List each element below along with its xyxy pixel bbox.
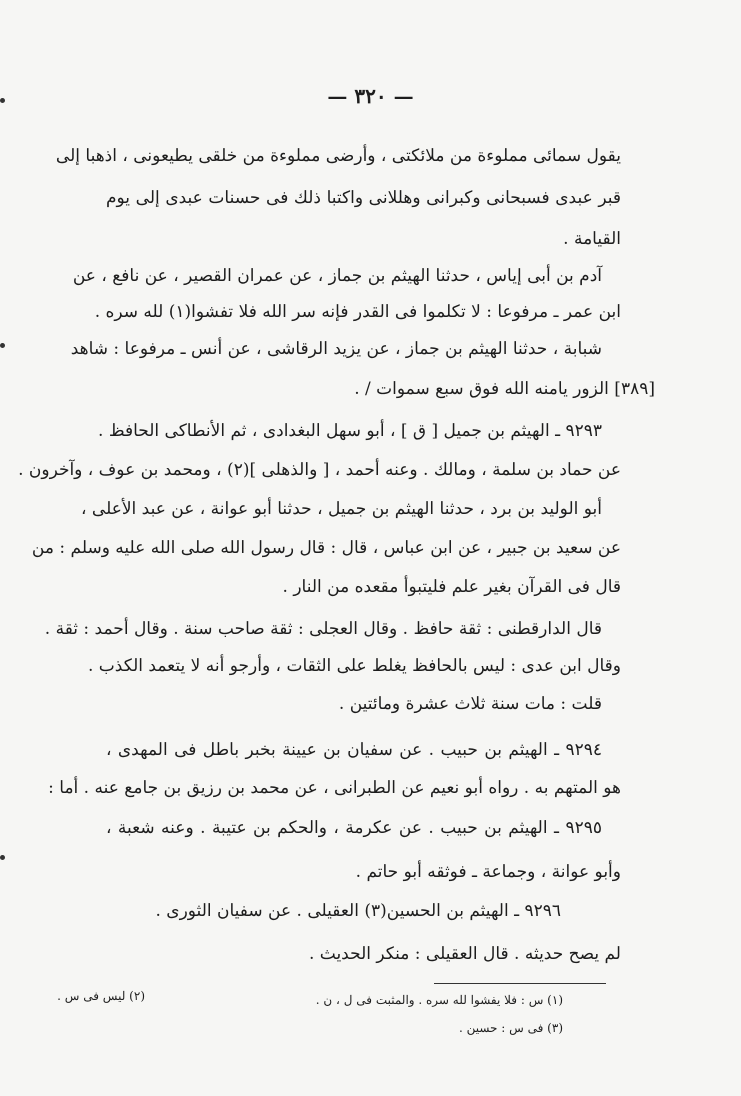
- text-line: هو المتهم به . رواه أبو نعيم عن الطبرانى ، عن محمد بن رزيق بن جامع عنه . أما :: [48, 778, 621, 798]
- entry-heading: ٩٢٩٥ ـ الهيثم بن حبيب . عن عكرمة ، والحكم بن عتيبة . وعنه شعبة ،: [106, 818, 602, 838]
- text-line: يقول سمائى مملوءة من ملائكتى ، وأرضى مملوءة من خلقى يطيعونى ، اذهبا إلى: [55, 146, 621, 166]
- entry-heading: ٩٢٩٦ ـ الهيثم بن الحسين(٣) العقيلى . عن سفيان الثورى .: [155, 901, 561, 921]
- text-line: شبابة ، حدثنا الهيثم بن جماز ، عن يزيد الرقاشى ، عن أنس ـ مرفوعا : شاهد: [70, 339, 602, 359]
- text-line: قال فى القرآن بغير علم فليتبوأ مقعده من النار .: [282, 577, 621, 597]
- page-number: — ٣٢٠ —: [327, 84, 414, 108]
- text-line: القيامة .: [563, 229, 621, 249]
- margin-dot: [0, 98, 5, 103]
- text-line: عن حماد بن سلمة ، ومالك . وعنه أحمد ، [ والذهلى ](٢) ، ومحمد بن عوف ، وآخرون .: [18, 460, 621, 480]
- entry-heading: ٩٢٩٤ ـ الهيثم بن حبيب . عن سفيان بن عيينة بخبر باطل فى المهدى ،: [106, 740, 602, 760]
- text-line: [٣٨٩] الزور يامنه الله فوق سبع سموات / .: [354, 379, 655, 399]
- text-line: ابن عمر ـ مرفوعا : لا تكلموا فى القدر فإنه سر الله فلا تفشوا(١) لله سره .: [94, 302, 621, 322]
- entry-heading: ٩٢٩٣ ـ الهيثم بن جميل [ ق ] ، أبو سهل البغدادى ، ثم الأنطاكى الحافظ .: [98, 421, 602, 441]
- text-line: وأبو عوانة ، وجماعة ـ فوثقه أبو حاتم .: [355, 862, 621, 882]
- text-line: عن سعيد بن جبير ، عن ابن عباس ، قال : قال رسول الله صلى الله عليه وسلم : من: [31, 538, 621, 558]
- text-line: قلت : مات سنة ثلاث عشرة ومائتين .: [338, 694, 602, 714]
- footnote-rule: [434, 983, 606, 984]
- text-line: قبر عبدى فسبحانى وكبرانى وهللانى واكتبا ذلك فى حسنات عبدى إلى يوم: [106, 188, 621, 208]
- text-line: أبو الوليد بن برد ، حدثنا الهيثم بن جميل ، حدثنا أبو عوانة ، عن عبد الأعلى ،: [81, 499, 602, 519]
- footnote-1: (١) س : فلا يفشوا لله سره . والمثبت فى ل ، ن .: [315, 993, 563, 1007]
- margin-dot: [0, 855, 5, 860]
- text-line: آدم بن أبى إياس ، حدثنا الهيثم بن جماز ، عن عمران القصير ، عن نافع ، عن: [72, 266, 602, 286]
- text-line: لم يصح حديثه . قال العقيلى : منكر الحديث .: [308, 944, 621, 964]
- text-line: وقال ابن عدى : ليس بالحافظ يغلط على الثقات ، وأرجو أنه لا يتعمد الكذب .: [88, 656, 621, 676]
- footnote-3: (٣) فى س : حسين .: [458, 1021, 563, 1035]
- margin-dot: [0, 343, 5, 348]
- footnote-2: (٢) ليس فى س .: [57, 989, 145, 1003]
- text-line: قال الدارقطنى : ثقة حافظ . وقال العجلى : ثقة صاحب سنة . وقال أحمد : ثقة .: [44, 619, 602, 639]
